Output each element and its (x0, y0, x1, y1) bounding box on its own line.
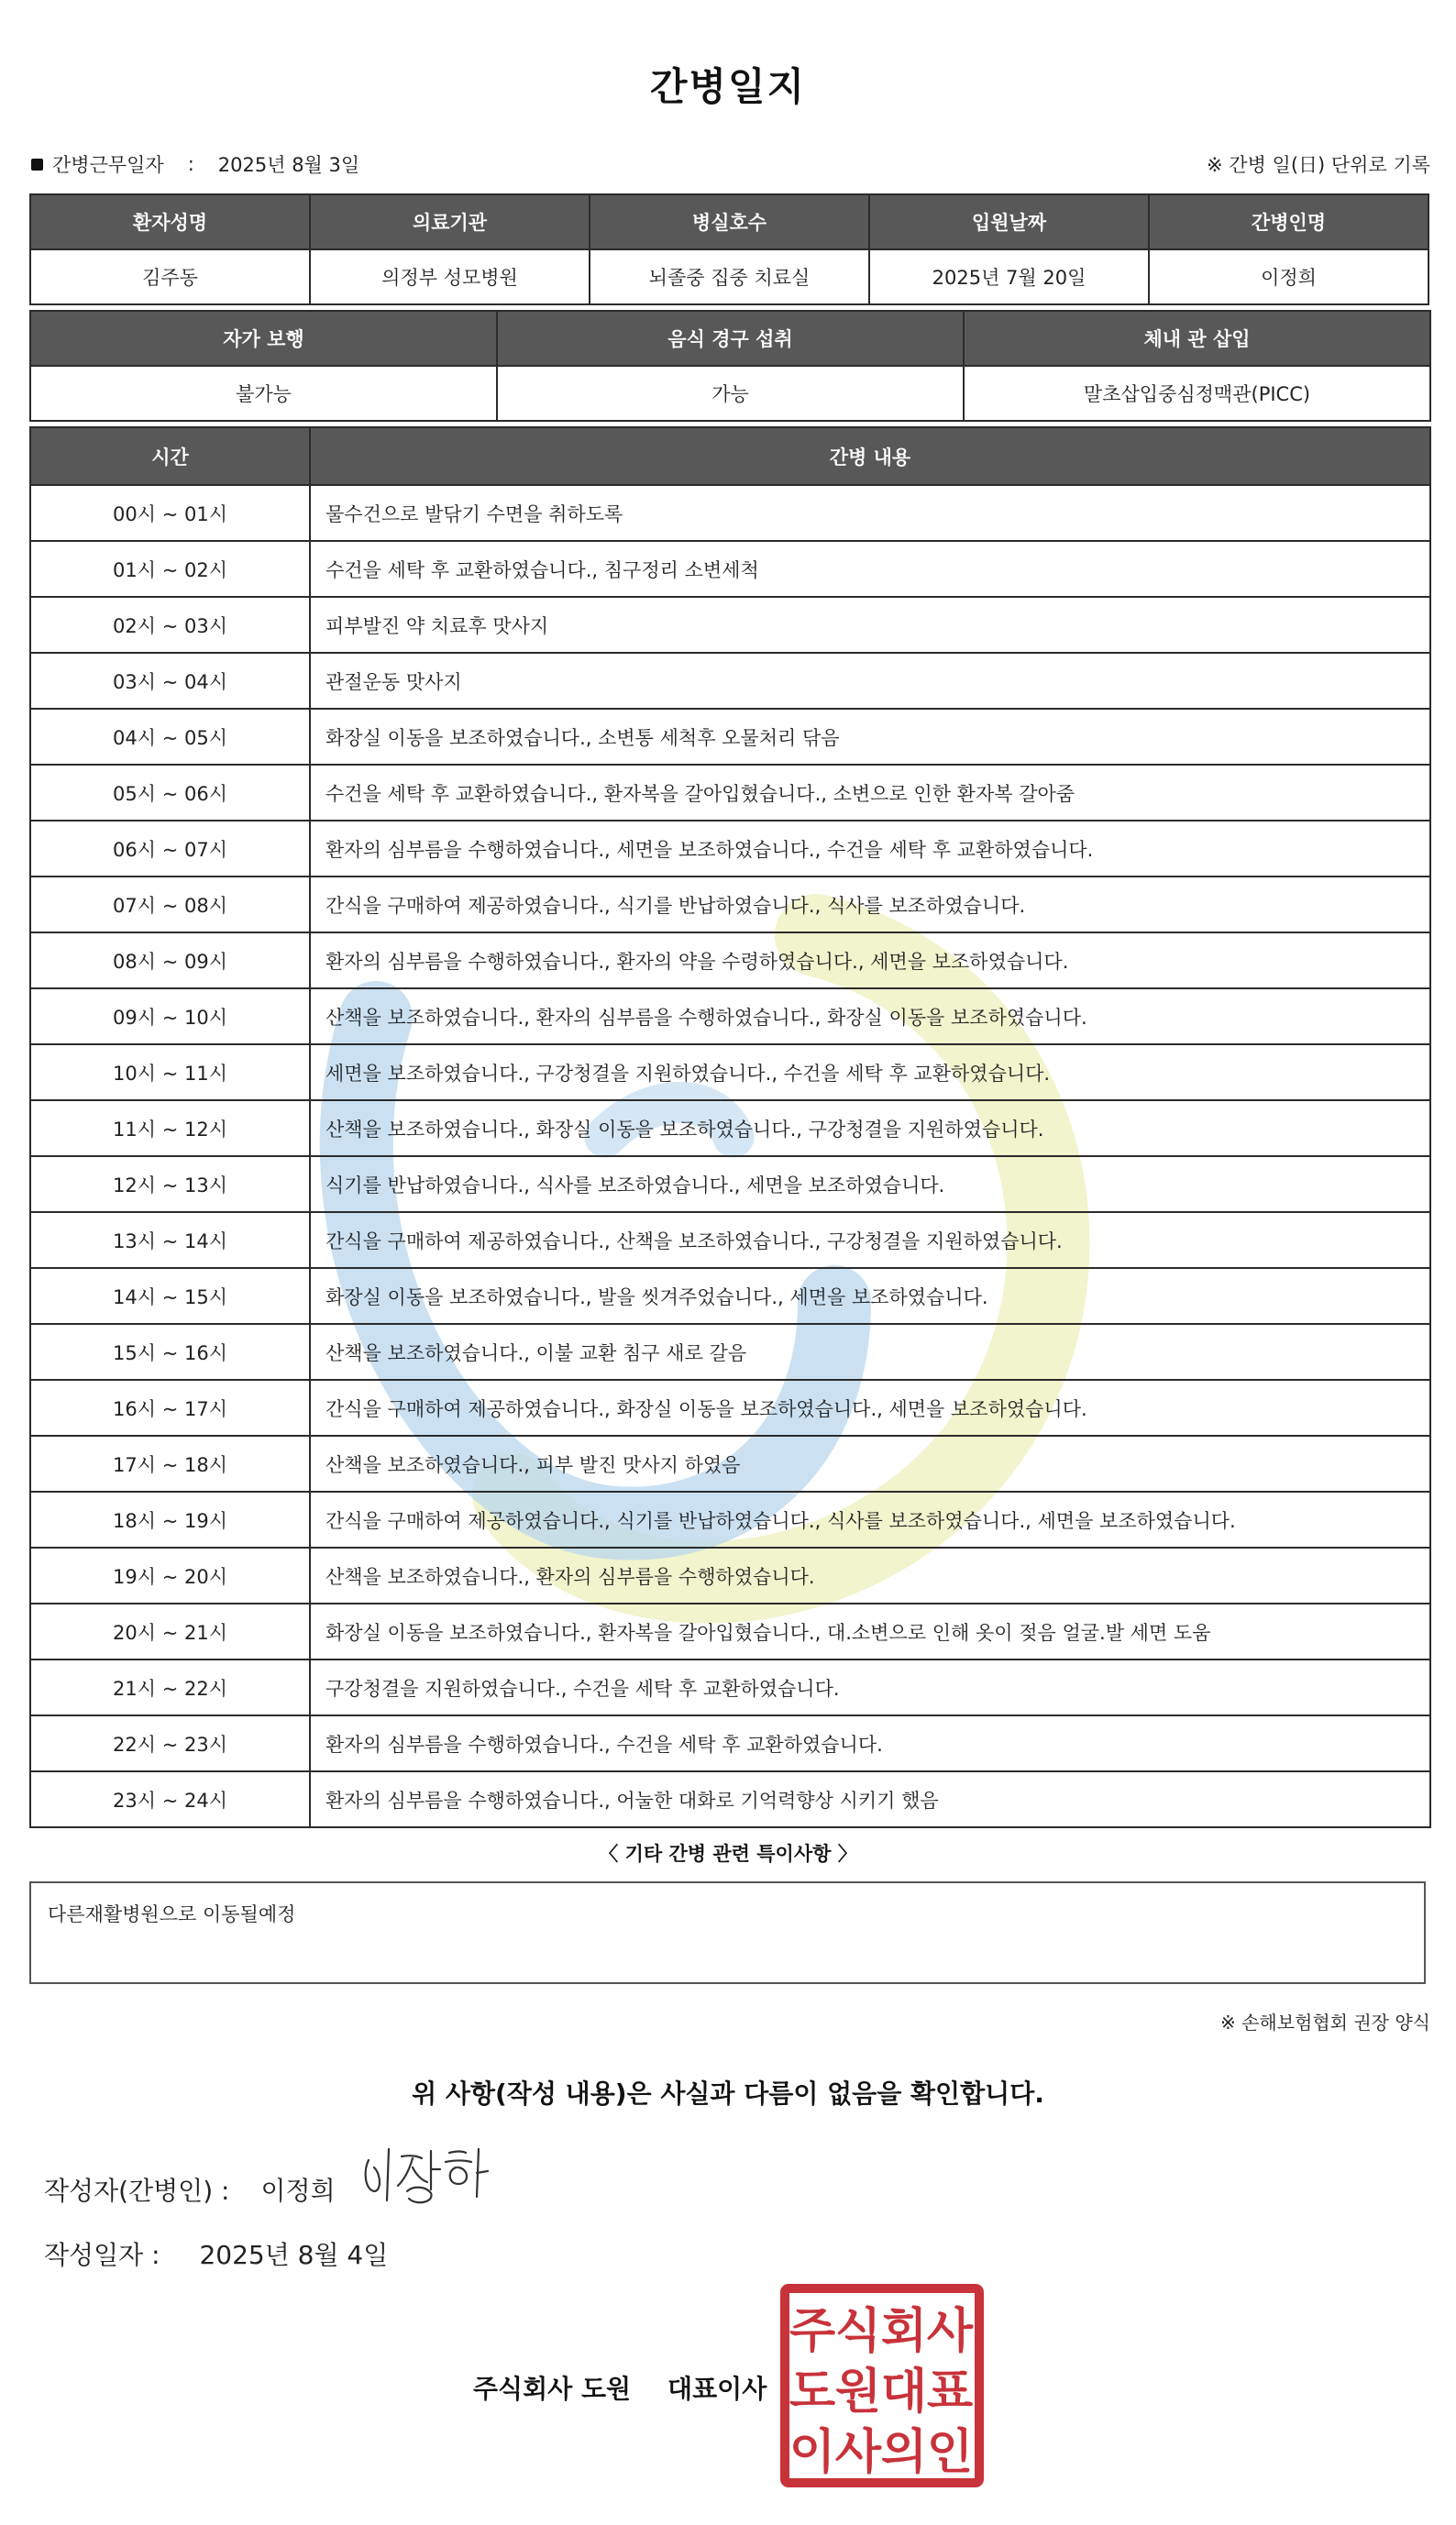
handwritten-signature (358, 2144, 495, 2217)
log-content: 피부발진 약 치료후 맛사지 (310, 597, 1430, 653)
walking-status: 불가능 (30, 366, 497, 421)
log-time: 15시 ~ 16시 (30, 1324, 310, 1380)
log-header-row (30, 427, 1430, 485)
log-row (30, 1044, 1430, 1100)
writer-label: 작성자(간병인) : (44, 2176, 230, 2206)
hospital-name: 의정부 성모병원 (310, 249, 590, 304)
log-row (30, 1771, 1430, 1827)
header-walking: 자가 보행 (30, 311, 497, 366)
patient-info-table (29, 193, 1429, 305)
log-content: 화장실 이동을 보조하였습니다., 환자복을 갈아입혔습니다., 대.소변으로 인해 옷이 젖음 얼굴.발 세면 도움 (310, 1604, 1430, 1659)
caregiver-name: 이정희 (1149, 249, 1428, 304)
log-time: 16시 ~ 17시 (30, 1380, 310, 1436)
svg-text:주: 주 (789, 2304, 836, 2359)
log-content: 구강청결을 지원하였습니다., 수건을 세탁 후 교환하였습니다. (310, 1659, 1430, 1715)
log-row (30, 1324, 1430, 1380)
svg-text:사: 사 (834, 2425, 882, 2480)
log-row (30, 1548, 1430, 1604)
care-log-table (29, 426, 1431, 1828)
header-caregiver: 간병인명 (1149, 194, 1428, 249)
written-date-label: 작성일자 : (44, 2240, 160, 2270)
header-care-content: 간병 내용 (310, 427, 1430, 485)
log-row (30, 988, 1430, 1044)
company-seal-stamp (779, 2283, 985, 2488)
log-row (30, 653, 1430, 709)
log-row (30, 1212, 1430, 1268)
patient-value-row (30, 249, 1428, 304)
work-date-label: 간병근무일자 (52, 154, 164, 176)
header-time: 시간 (30, 427, 310, 485)
log-content: 산책을 보조하였습니다., 화장실 이동을 보조하였습니다., 구강청결을 지원하였습니다. (310, 1100, 1430, 1156)
document-title: 간병일지 (649, 64, 807, 109)
log-row (30, 1380, 1430, 1436)
log-content: 화장실 이동을 보조하였습니다., 소변통 세척후 오물처리 닦음 (310, 709, 1430, 765)
oral-intake-status: 가능 (497, 366, 964, 421)
log-content: 산책을 보조하였습니다., 피부 발진 맛사지 하였음 (310, 1436, 1430, 1492)
log-content: 관절운동 맛사지 (310, 653, 1430, 709)
log-row (30, 1492, 1430, 1548)
status-header-row (30, 311, 1430, 366)
log-time: 04시 ~ 05시 (30, 709, 310, 765)
notes-box (29, 1881, 1426, 1984)
patient-status-table (29, 310, 1431, 422)
patient-name: 김주동 (30, 249, 310, 304)
log-time: 12시 ~ 13시 (30, 1156, 310, 1212)
svg-text:의: 의 (880, 2425, 928, 2480)
log-time: 10시 ~ 11시 (30, 1044, 310, 1100)
log-row (30, 709, 1430, 765)
log-content: 산책을 보조하였습니다., 환자의 심부름을 수행하였습니다., 화장실 이동을 보조하였습니다. (310, 988, 1430, 1044)
log-time: 21시 ~ 22시 (30, 1659, 310, 1715)
svg-text:도: 도 (789, 2365, 836, 2420)
log-time: 18시 ~ 19시 (30, 1492, 310, 1548)
log-row (30, 1604, 1430, 1659)
header-room: 병실호수 (590, 194, 869, 249)
log-content: 간식을 구매하여 제공하였습니다., 식기를 반납하였습니다., 식사를 보조하였습니다. (310, 877, 1430, 932)
svg-text:사: 사 (926, 2304, 974, 2359)
work-date-value: 2025년 8월 3일 (217, 154, 360, 176)
log-row (30, 1715, 1430, 1771)
log-time: 13시 ~ 14시 (30, 1212, 310, 1268)
log-time: 14시 ~ 15시 (30, 1268, 310, 1324)
room-name: 뇌졸중 집중 치료실 (590, 249, 869, 304)
log-content: 수건을 세탁 후 교환하였습니다., 침구정리 소변세척 (310, 541, 1430, 597)
log-body (30, 485, 1430, 1827)
log-content: 식기를 반납하였습니다., 식사를 보조하였습니다., 세면을 보조하였습니다. (310, 1156, 1430, 1212)
log-row (30, 1100, 1430, 1156)
header-catheter: 체내 관 삽입 (964, 311, 1430, 366)
unit-note: ※ 간병 일(日) 단위로 기록 (1207, 154, 1430, 176)
log-time: 17시 ~ 18시 (30, 1436, 310, 1492)
svg-text:이: 이 (789, 2425, 836, 2480)
log-content: 수건을 세탁 후 교환하였습니다., 환자복을 갈아입혔습니다., 소변으로 인한 환자복 갈아줌 (310, 765, 1430, 821)
log-content: 간식을 구매하여 제공하였습니다., 산책을 보조하였습니다., 구강청결을 지원하였습니다. (310, 1212, 1430, 1268)
notes-text: 다른재활병원으로 이동될예정 (48, 1903, 296, 1925)
log-time: 02시 ~ 03시 (30, 597, 310, 653)
catheter-status: 말초삽입중심정맥관(PICC) (964, 366, 1430, 421)
log-time: 01시 ~ 02시 (30, 541, 310, 597)
written-date-value: 2025년 8월 4일 (199, 2240, 389, 2270)
log-row (30, 1659, 1430, 1715)
header-oral-intake: 음식 경구 섭취 (497, 311, 964, 366)
log-content: 화장실 이동을 보조하였습니다., 발을 씻겨주었습니다., 세면을 보조하였습니다. (310, 1268, 1430, 1324)
admission-date: 2025년 7월 20일 (869, 249, 1149, 304)
log-time: 09시 ~ 10시 (30, 988, 310, 1044)
svg-text:표: 표 (926, 2365, 974, 2420)
confirmation-statement: 위 사항(작성 내용)은 사실과 다름이 없음을 확인합니다. (412, 2078, 1044, 2109)
log-row (30, 1436, 1430, 1492)
log-row (30, 597, 1430, 653)
log-time: 11시 ~ 12시 (30, 1100, 310, 1156)
log-time: 06시 ~ 07시 (30, 821, 310, 877)
log-row (30, 1156, 1430, 1212)
company-name: 주식회사 도원 (473, 2374, 632, 2404)
log-row (30, 485, 1430, 541)
svg-text:원: 원 (834, 2365, 882, 2420)
log-row (30, 1268, 1430, 1324)
log-row (30, 877, 1430, 932)
company-signature (473, 2369, 767, 2406)
header-patient-name: 환자성명 (30, 194, 310, 249)
writer-name: 이정희 (260, 2176, 336, 2206)
log-content: 환자의 심부름을 수행하였습니다., 환자의 약을 수령하였습니다., 세면을 보조하였습니다. (310, 932, 1430, 988)
log-time: 05시 ~ 06시 (30, 765, 310, 821)
log-row (30, 821, 1430, 877)
log-time: 19시 ~ 20시 (30, 1548, 310, 1604)
log-time: 20시 ~ 21시 (30, 1604, 310, 1659)
log-content: 간식을 구매하여 제공하였습니다., 화장실 이동을 보조하였습니다., 세면을 보조하였습니다. (310, 1380, 1430, 1436)
header-admission-date: 입원날짜 (869, 194, 1149, 249)
svg-text:식: 식 (834, 2304, 882, 2359)
log-time: 23시 ~ 24시 (30, 1771, 310, 1827)
svg-text:인: 인 (926, 2425, 974, 2480)
notes-title: 〈 기타 간병 관련 특이사항 〉 (599, 1843, 857, 1865)
log-content: 환자의 심부름을 수행하였습니다., 어눌한 대화로 기억력향상 시키기 했음 (310, 1771, 1430, 1827)
form-note: ※ 손해보험협회 권장 양식 (1219, 2012, 1430, 2034)
log-time: 03시 ~ 04시 (30, 653, 310, 709)
log-content: 물수건으로 발닦기 수면을 취하도록 (310, 485, 1430, 541)
svg-text:대: 대 (880, 2365, 928, 2420)
svg-text:회: 회 (880, 2304, 928, 2359)
log-content: 환자의 심부름을 수행하였습니다., 수건을 세탁 후 교환하였습니다. (310, 1715, 1430, 1771)
log-content: 환자의 심부름을 수행하였습니다., 세면을 보조하였습니다., 수건을 세탁 후 교환하였습니다. (310, 821, 1430, 877)
company-title: 대표이사 (667, 2374, 767, 2404)
status-value-row (30, 366, 1430, 421)
log-content: 산책을 보조하였습니다., 이불 교환 침구 새로 갈음 (310, 1324, 1430, 1380)
written-date-row (44, 2235, 388, 2272)
log-time: 07시 ~ 08시 (30, 877, 310, 932)
work-date-row (31, 150, 359, 178)
square-bullet-icon (31, 159, 43, 171)
log-content: 간식을 구매하여 제공하였습니다., 식기를 반납하였습니다., 식사를 보조하였습니다., 세면을 보조하였습니다. (310, 1492, 1430, 1548)
log-time: 22시 ~ 23시 (30, 1715, 310, 1771)
log-time: 00시 ~ 01시 (30, 485, 310, 541)
log-time: 08시 ~ 09시 (30, 932, 310, 988)
patient-header-row (30, 194, 1428, 249)
header-hospital: 의료기관 (310, 194, 590, 249)
log-content: 세면을 보조하였습니다., 구강청결을 지원하였습니다., 수건을 세탁 후 교환하였습니다. (310, 1044, 1430, 1100)
log-row (30, 765, 1430, 821)
log-row (30, 541, 1430, 597)
writer-row (44, 2171, 336, 2208)
log-content: 산책을 보조하였습니다., 환자의 심부름을 수행하였습니다. (310, 1548, 1430, 1604)
log-row (30, 932, 1430, 988)
work-date-separator: : (187, 153, 194, 175)
